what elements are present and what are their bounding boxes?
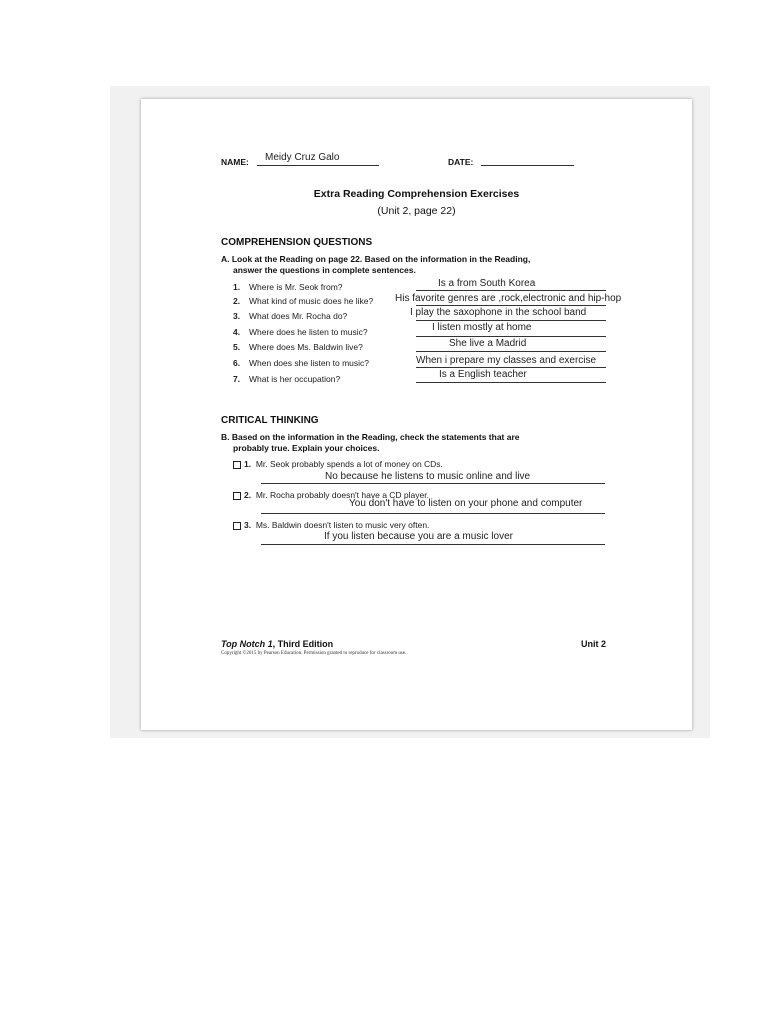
answer-line-6 [416,367,606,368]
critical-instruction: B. Based on the information in the Reading, check the statements that are [221,432,520,442]
comprehension-heading: COMPREHENSION QUESTIONS [221,237,373,248]
date-field[interactable] [481,165,574,166]
explanation-line-3 [261,544,605,545]
critical-instruction-cont: probably true. Explain your choices. [233,443,380,453]
copyright-notice: Copyright ©2015 by Pearson Education. Permission granted to reproduce for classroom use. [221,651,407,656]
question-4: 4. Where does he listen to music? [233,327,368,337]
name-label: NAME: [221,157,249,167]
answer-3[interactable]: I play the saxophone in the school band [410,307,587,318]
answer-7[interactable]: Is a English teacher [439,369,527,380]
statement-3: 3. Ms. Baldwin doesn't listen to music very often. [233,520,429,530]
question-5: 5. Where does Ms. Baldwin live? [233,342,363,352]
answer-line-2 [416,305,606,306]
question-7: 7. What is her occupation? [233,374,341,384]
name-field[interactable]: Meidy Cruz Galo [265,152,340,163]
worksheet-subtitle: (Unit 2, page 22) [377,205,456,217]
critical-thinking-heading: CRITICAL THINKING [221,415,319,426]
unit-label: Unit 2 [581,639,607,649]
question-1: 1. Where is Mr. Seok from? [233,282,343,292]
question-3: 3. What does Mr. Rocha do? [233,311,348,321]
explanation-1[interactable]: No because he listens to music online and live [325,471,531,482]
answer-1[interactable]: Is a from South Korea [438,278,536,289]
statement-2: 2. Mr. Rocha probably doesn't have a CD player. [233,490,429,500]
statement-1: 1. Mr. Seok probably spends a lot of money on CDs. [233,459,443,469]
answer-line-5 [416,351,606,352]
answer-line-1 [416,290,606,291]
checkbox-2[interactable] [233,492,241,500]
answer-6[interactable]: When i prepare my classes and exercise [416,355,597,366]
explanation-line-2 [261,513,605,514]
explanation-line-1 [261,483,605,484]
explanation-3[interactable]: If you listen because you are a music lover [324,531,513,542]
worksheet-title: Extra Reading Comprehension Exercises [313,188,520,200]
name-underline [257,165,379,166]
comprehension-instruction: A. Look at the Reading on page 22. Based on the information in the Reading, [221,254,531,264]
question-2: 2. What kind of music does he like? [233,296,374,306]
book-title: Top Notch 1, Third Edition [221,639,334,649]
explanation-2[interactable]: You don't have to listen on your phone and computer [349,498,583,509]
checkbox-1[interactable] [233,461,241,469]
checkbox-3[interactable] [233,522,241,530]
comprehension-instruction-cont: answer the questions in complete sentences. [233,265,416,275]
question-6: 6. When does she listen to music? [233,358,370,368]
answer-4[interactable]: I listen mostly at home [432,322,532,333]
answer-line-4 [416,336,606,337]
answer-line-3 [416,320,606,321]
answer-2[interactable]: His favorite genres are ,rock,electronic and hip-hop [395,293,622,304]
date-label: DATE: [448,157,474,167]
answer-5[interactable]: She live a Madrid [449,338,527,349]
answer-line-7 [416,382,606,383]
worksheet-page [141,99,692,730]
